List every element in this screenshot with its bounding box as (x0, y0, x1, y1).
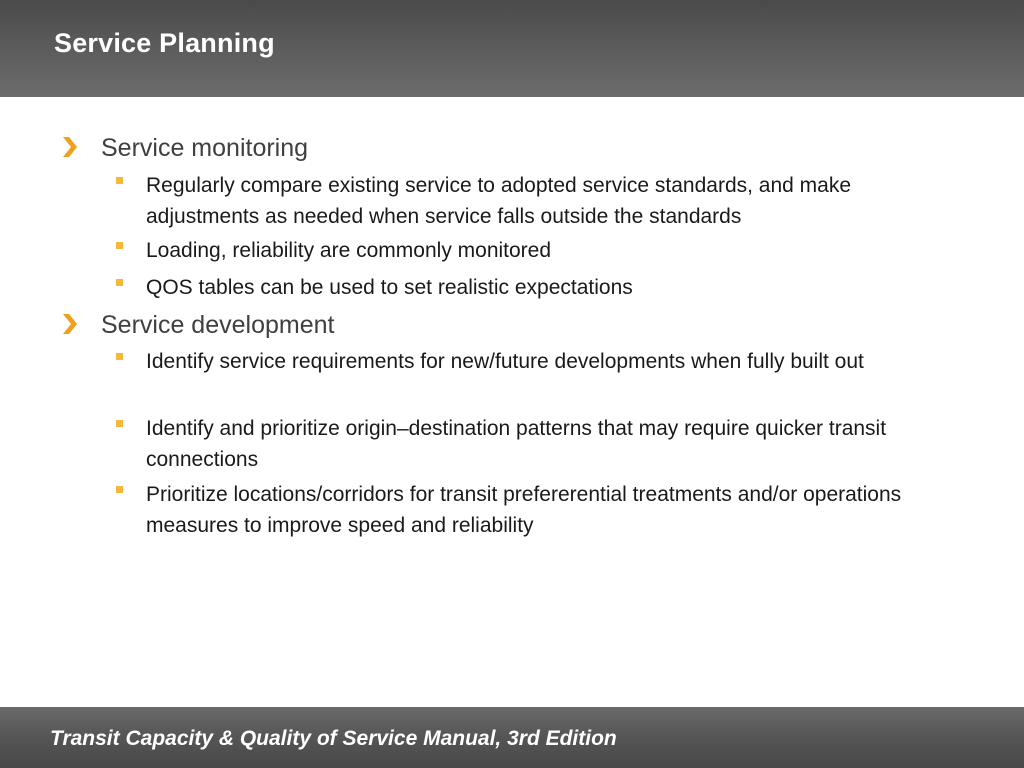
chevron-right-icon (62, 313, 78, 335)
list-item: Regularly compare existing service to adopted service standards, and make adjustments as needed when service falls outside the standards (146, 174, 852, 228)
bullet-square-icon (116, 279, 123, 286)
bullet-square-icon (116, 353, 123, 360)
slide-title: Service Planning (54, 28, 275, 58)
bullet-square-icon (116, 242, 123, 249)
section-heading: Service monitoring (101, 134, 309, 162)
bullet-square-icon (116, 420, 123, 427)
list-item: Identify service requirements for new/future developments when fully built out (146, 350, 864, 373)
list-item: Loading, reliability are commonly monitored (146, 239, 552, 262)
bullet-square-icon (116, 177, 123, 184)
chevron-right-icon (62, 136, 78, 158)
list-item: Prioritize locations/corridors for transit prefererential treatments and/or operations measures to improve speed and reliability (146, 483, 902, 537)
slide-footer (0, 707, 1024, 768)
slide-header (0, 0, 1024, 97)
footer-text: Transit Capacity & Quality of Service Manual, 3rd Edition (50, 727, 617, 750)
list-item: Identify and prioritize origin–destination patterns that may require quicker transit connections (146, 417, 887, 471)
bullet-square-icon (116, 486, 123, 493)
section-heading: Service development (101, 311, 335, 339)
list-item: QOS tables can be used to set realistic expectations (146, 276, 633, 299)
